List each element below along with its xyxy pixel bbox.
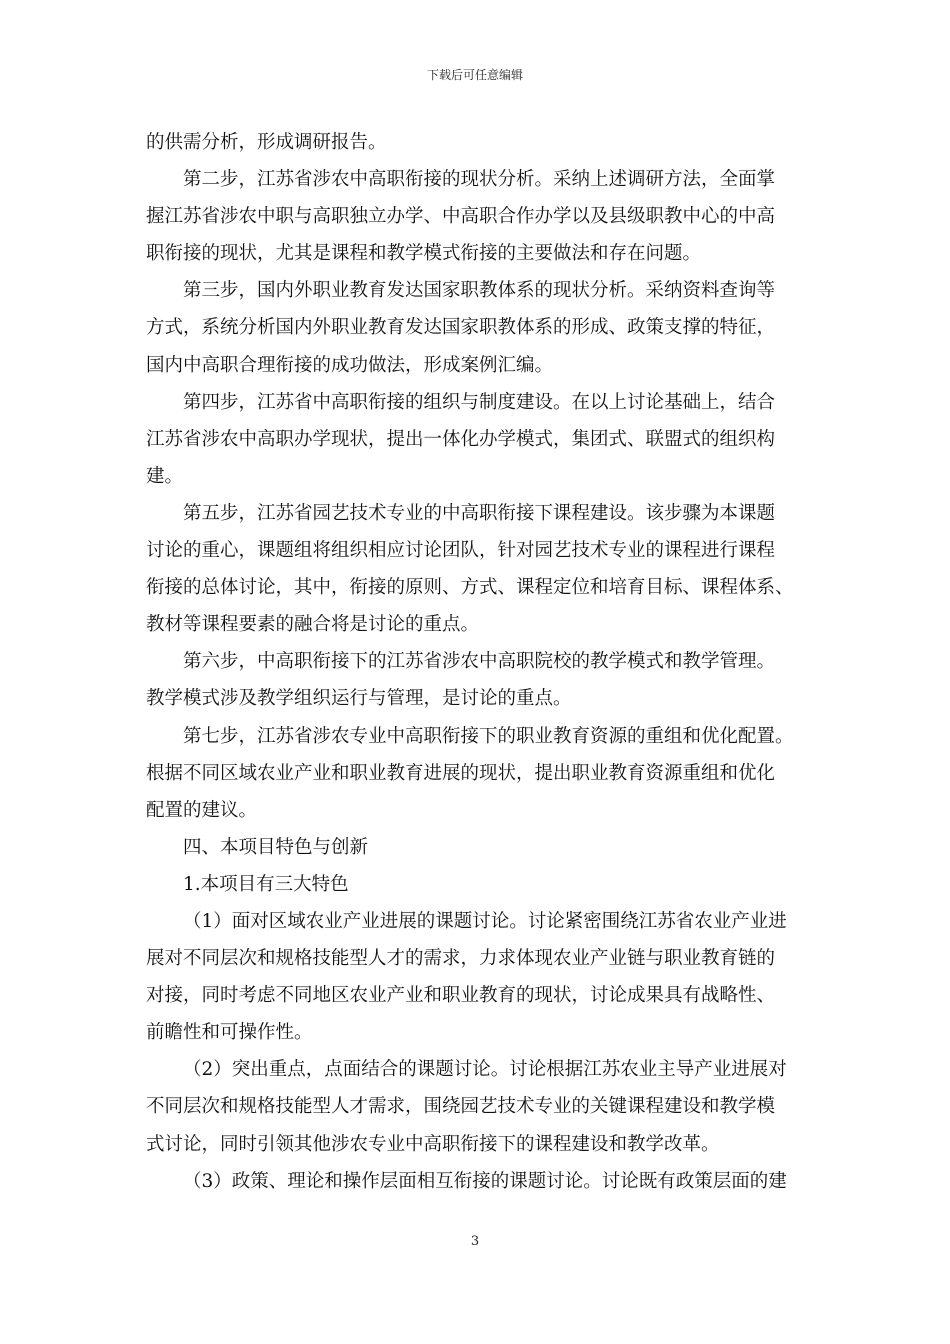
text-line: 教材等课程要素的融合将是讨论的重点。 — [146, 614, 480, 636]
text-line: 建。 — [146, 465, 184, 487]
text-line: 握江苏省涉农中职与高职独立办学、中高职合作办学以及县级职教中心的中高 — [146, 206, 776, 228]
text-line: 教学模式涉及教学组织运行与管理，是讨论的重点。 — [146, 688, 572, 710]
text-line: 第四步，江苏省中高职衔接的组织与制度建设。在以上讨论基础上，结合 — [183, 391, 776, 413]
text-line: 根据不同区域农业产业和职业教育进展的现状，提出职业教育资源重组和优化 — [146, 762, 776, 784]
text-line: 讨论的重心，课题组将组织相应讨论团队，针对园艺技术专业的课程进行课程 — [146, 540, 776, 562]
text-line: 职衔接的现状，尤其是课程和教学模式衔接的主要做法和存在问题。 — [146, 243, 702, 265]
text-line: 第五步，江苏省园艺技术专业的中高职衔接下课程建设。该步骤为本课题 — [183, 502, 776, 524]
text-line: 衔接的总体讨论，其中，衔接的原则、方式、课程定位和培育目标、课程体系、 — [146, 577, 794, 599]
text-line: 式讨论，同时引领其他涉农专业中高职衔接下的课程建设和教学改革。 — [146, 1133, 720, 1155]
text-line: 配置的建议。 — [146, 799, 258, 821]
text-line: 对接，同时考虑不同地区农业产业和职业教育的现状，讨论成果具有战略性、 — [146, 985, 776, 1007]
text-line: 四、本项目特色与创新 — [183, 836, 369, 858]
text-line: 不同层次和规格技能型人才需求，围绕园艺技术专业的关键课程建设和教学模 — [146, 1096, 776, 1118]
page-header: 下载后可任意编辑 — [426, 68, 523, 82]
text-line: 第二步，江苏省涉农中高职衔接的现状分析。采纳上述调研方法，全面掌 — [183, 169, 776, 191]
text-line: 第七步，江苏省涉农专业中高职衔接下的职业教育资源的重组和优化配置。 — [183, 725, 794, 747]
text-line: （2）突出重点，点面结合的课题讨论。讨论根据江苏农业主导产业进展对 — [183, 1059, 787, 1081]
text-line: 展对不同层次和规格技能型人才的需求，力求体现农业产业链与职业教育链的 — [146, 948, 776, 970]
text-line: 方式，系统分析国内外职业教育发达国家职教体系的形成、政策支撑的特征， — [146, 317, 776, 339]
text-line: 前瞻性和可操作性。 — [146, 1022, 313, 1044]
text-line: 第三步，国内外职业教育发达国家职教体系的现状分析。采纳资料查询等 — [183, 280, 776, 302]
text-line: 的供需分析，形成调研报告。 — [146, 132, 387, 153]
text-line: 国内中高职合理衔接的成功做法，形成案例汇编。 — [146, 354, 554, 376]
text-line: 1.本项目有三大特色 — [183, 873, 349, 895]
text-line: 江苏省涉农中高职办学现状，提出一体化办学模式，集团式、联盟式的组织构 — [146, 428, 776, 450]
text-line: （1）面对区域农业产业进展的课题讨论。讨论紧密围绕江苏省农业产业进 — [183, 910, 787, 932]
document-body — [146, 124, 810, 1200]
page-number: 3 — [470, 1234, 480, 1249]
text-line: （3）政策、理论和操作层面相互衔接的课题讨论。讨论既有政策层面的建 — [183, 1170, 787, 1192]
text-line: 第六步，中高职衔接下的江苏省涉农中高职院校的教学模式和教学管理。 — [183, 651, 776, 673]
